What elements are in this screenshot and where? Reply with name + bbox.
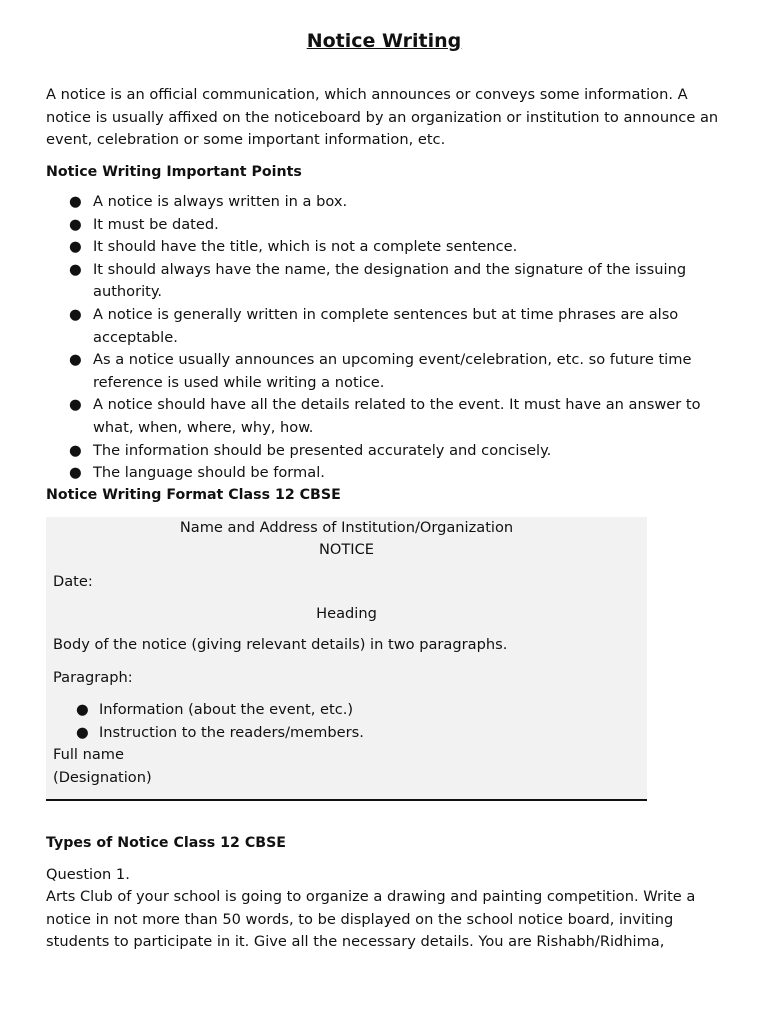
bullet-icon: ● [76, 724, 89, 741]
list-item-text: A notice is generally written in complete sentences but at time phrases are also acceptable. [93, 305, 679, 346]
list-item [46, 191, 706, 214]
list-item-text: The information should be presented accurately and concisely. [93, 441, 552, 459]
page-title: Notice Writing [306, 30, 462, 52]
list-item-text: It should always have the name, the designation and the signature of the issuing authority. [93, 260, 687, 301]
bullet-icon: ● [69, 260, 82, 278]
notice-format-box [46, 517, 647, 801]
intro-paragraph: A notice is an official communication, which announces or conveys some information. A notice is usually affixed on the noticeboard by an organization or institution to announce an event, celebration or some important information, etc. [46, 86, 719, 148]
list-item [46, 304, 706, 349]
bullet-icon: ● [76, 701, 89, 718]
list-item [46, 214, 706, 237]
list-item [46, 236, 706, 259]
designation-label: (Designation) [53, 769, 152, 786]
list-item-text: It should have the title, which is not a complete sentence. [93, 238, 518, 256]
points-heading: Notice Writing Important Points [46, 164, 302, 180]
points-list [46, 191, 706, 485]
list-item-text: As a notice usually announces an upcoming event/celebration, etc. so future time reference is used while writing a notice. [93, 351, 692, 391]
list-item-text: The language should be formal. [93, 464, 325, 482]
types-heading: Types of Notice Class 12 CBSE [46, 835, 286, 851]
format-heading: Notice Writing Format Class 12 CBSE [46, 487, 341, 503]
question-label: Question 1. [46, 866, 130, 883]
date-label: Date: [53, 573, 93, 590]
bullet-icon: ● [69, 305, 82, 323]
bullet-icon: ● [69, 464, 82, 482]
bullet-icon: ● [69, 238, 82, 256]
question-text: Arts Club of your school is going to organize a drawing and painting competition. Write a notice in not more than 50 words, to be displayed on the school notice board, inviting students to participate in it. Give all the necessary details. You are Rishabh/Ridhima, [46, 888, 696, 950]
institution-line: Name and Address of Institution/Organization [179, 519, 514, 536]
list-item [46, 394, 706, 439]
list-item [46, 259, 706, 304]
full-name-label: Full name [53, 746, 124, 763]
list-item [46, 462, 706, 485]
body-label: Body of the notice (giving relevant details) in two paragraphs. [53, 636, 508, 653]
bullet-icon: ● [69, 351, 82, 369]
list-item-text: A notice should have all the details related to the event. It must have an answer to what, when, where, why, how. [93, 396, 701, 436]
notice-label: NOTICE [318, 541, 375, 558]
list-item-text: It must be dated. [93, 215, 219, 233]
list-item-text: Instruction to the readers/members. [99, 724, 364, 741]
list-item [46, 440, 706, 463]
heading-label: Heading [316, 605, 377, 622]
list-item-text: Information (about the event, etc.) [99, 701, 354, 718]
bullet-icon: ● [69, 215, 82, 233]
list-item [46, 349, 706, 394]
paragraph-label: Paragraph: [53, 669, 133, 686]
bullet-icon: ● [69, 441, 82, 459]
list-item-text: A notice is always written in a box. [93, 193, 348, 210]
bullet-icon: ● [69, 396, 82, 414]
bullet-icon: ● [69, 193, 82, 210]
